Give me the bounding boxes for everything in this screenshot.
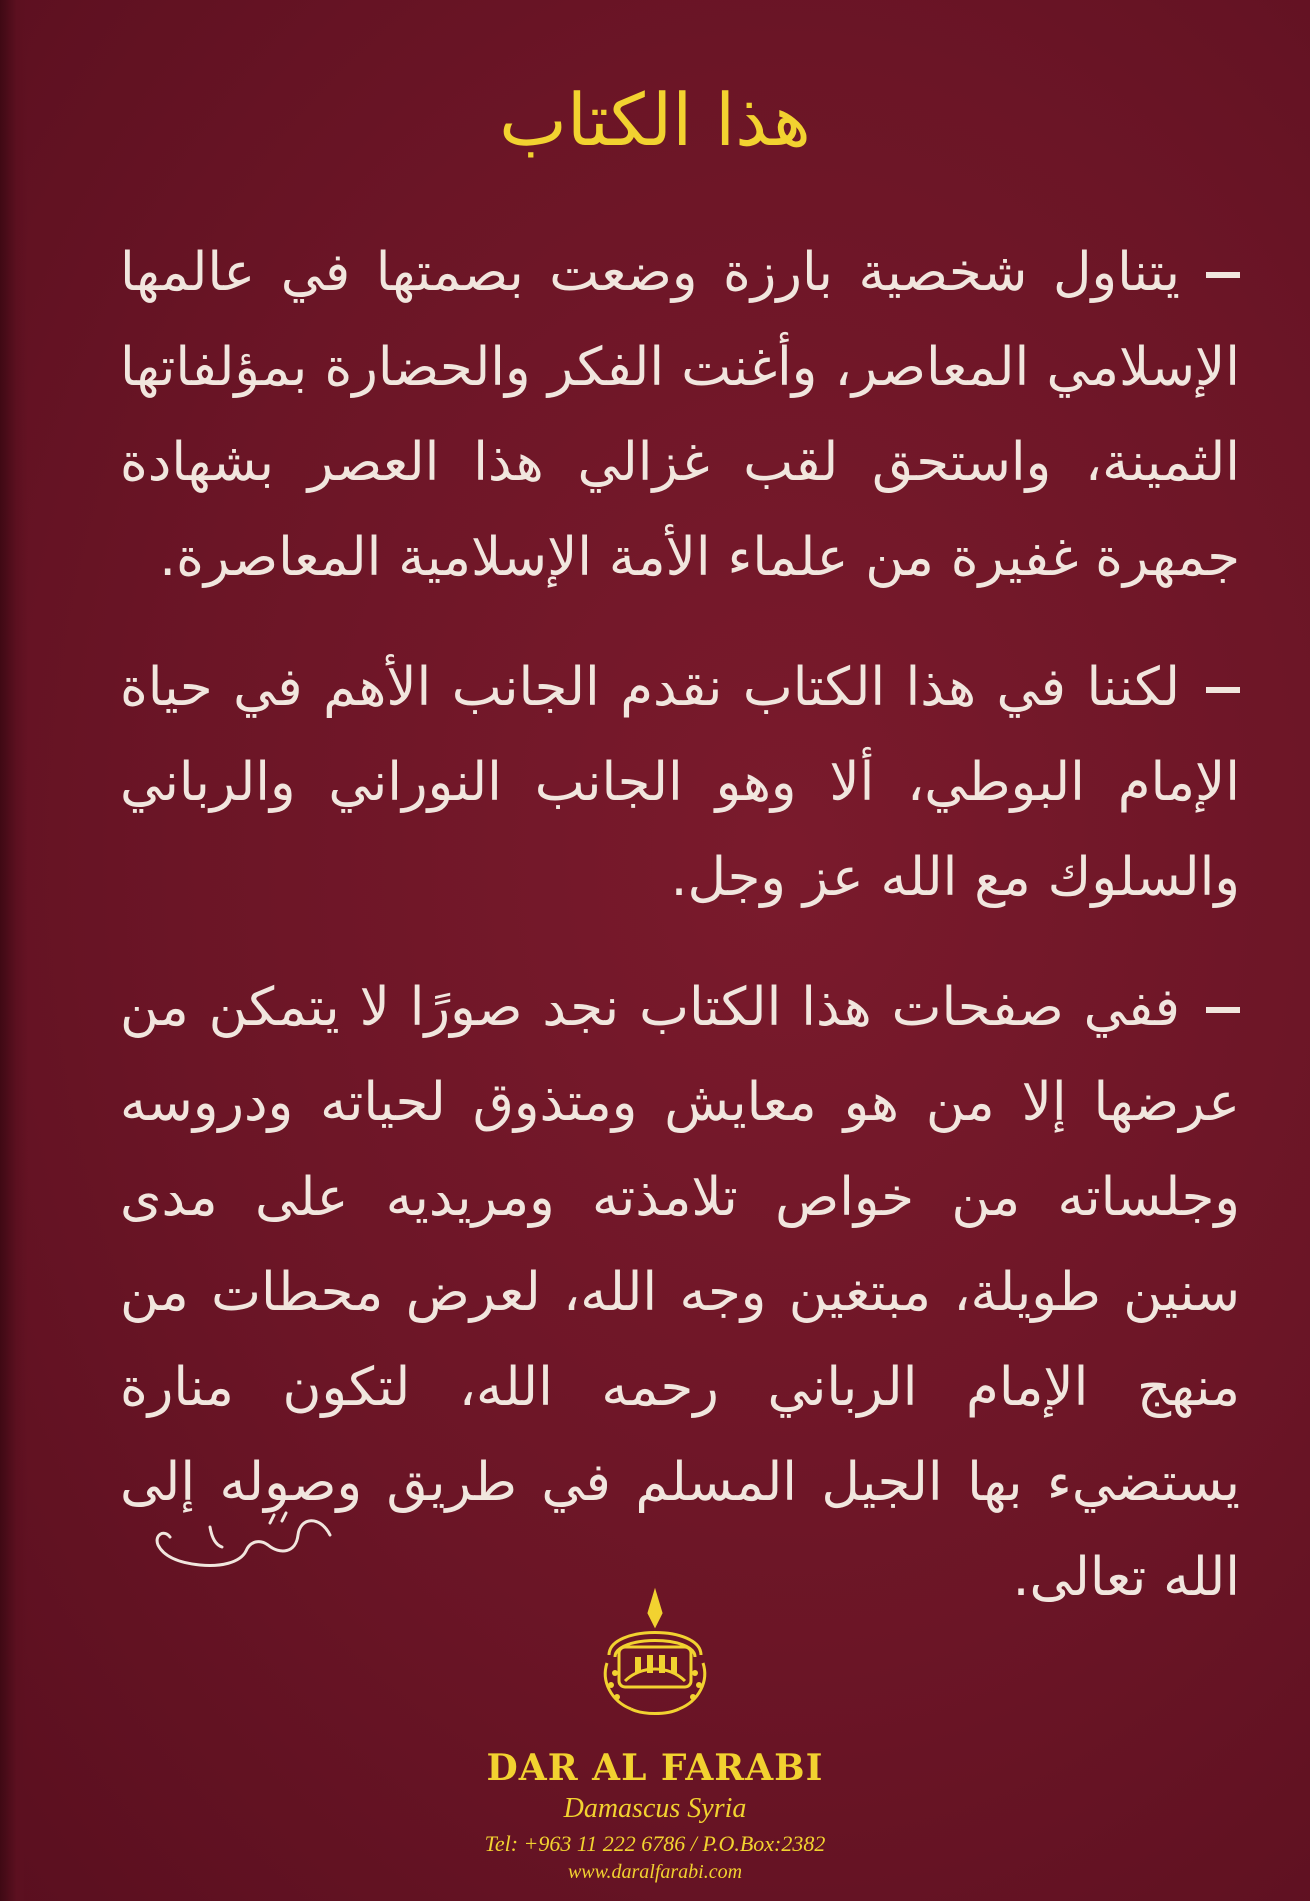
publisher-name: DAR AL FARABI [486,1747,824,1789]
publisher-signature [150,1505,340,1580]
paragraph-2 [120,640,1240,925]
dash-icon [1206,1007,1240,1013]
cover-body [120,225,1240,1660]
publisher-city: Damascus Syria [563,1793,747,1824]
publisher-website: www.daralfarabi.com [567,1861,743,1883]
cover-title: هذا الكتاب [499,78,811,162]
dar-al-farabi-logo-icon [585,1585,725,1725]
dash-icon [1206,272,1240,278]
publisher-contact: Tel: +963 11 222 6786 / P.O.Box:2382 [484,1831,826,1856]
paragraph-3-text: ففي صفحات هذا الكتاب نجد صورًا لا يتمكن من عرضها إلا من هو معايش ومتذوق لحياته ودروسه وجلساته من خواص تلامذته ومريديه على مدى سنين طويلة، مبتغين وجه الله، لعرض محطات من منهج الإمام الرباني رحمه الله، لتكون منارة يستضيء بها الجيل المسلم في طريق وصوله إلى الله تعالى. [120,977,1240,1608]
paragraph-1 [120,225,1240,605]
dash-icon [1206,687,1240,693]
paragraph-1-text: يتناول شخصية بارزة وضعت بصمتها في عالمها الإسلامي المعاصر، وأغنت الفكر والحضارة بمؤلفاتها الثمينة، واستحق لقب غزالي هذا العصر بشهادة جمهرة غفيرة من علماء الأمة الإسلامية المعاصرة. [120,242,1240,588]
paragraph-2-text: لكننا في هذا الكتاب نقدم الجانب الأهم في حياة الإمام البوطي، ألا وهو الجانب النوراني والرباني والسلوك مع الله عز وجل. [120,657,1240,908]
publisher-block [0,1585,1310,1884]
